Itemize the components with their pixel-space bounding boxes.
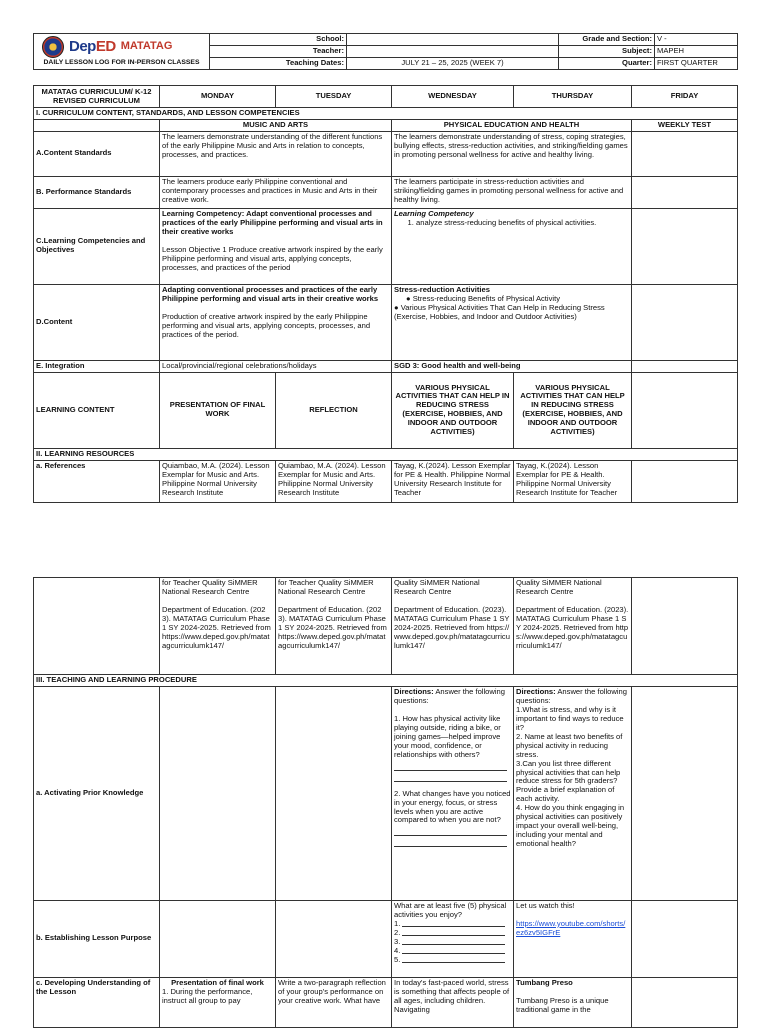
- competency-ma-objective: Lesson Objective 1 Produce creative artwork inspired by the early Philippine performing and visual arts, applying concepts, processes, and practices of the period: [162, 244, 383, 272]
- content-ma: [160, 284, 392, 360]
- reference-deped-wednesday: Department of Education. (2023). MATATAG Curriculum Phase 1 SY 2024-2025. Retrieved from https://www.deped.gov.ph/matatagcurriculumk147/: [394, 604, 510, 650]
- integration-label: E. Integration: [34, 360, 160, 372]
- establishing-wednesday: [392, 900, 514, 977]
- activating-wednesday: [392, 686, 514, 900]
- performance-standards-ma: The learners produce early Philippine conventional and contemporary processes and practices in Music and Arts in their creative work.: [160, 176, 392, 208]
- grade-label: Grade and Section:: [559, 34, 655, 46]
- developing-monday: [160, 977, 276, 1027]
- reference-cont-monday: [160, 578, 276, 675]
- answer-lines-2: [394, 827, 511, 847]
- establishing-thursday: [514, 900, 632, 977]
- lesson-log-table: [33, 85, 738, 503]
- pe-health-heading: PHYSICAL EDUCATION AND HEALTH: [392, 119, 632, 131]
- reference-thursday: Tayag, K.(2024). Lesson Exemplar for PE & Health. Philippine Normal University Research Institute for Teacher: [514, 460, 632, 502]
- section-heading-1: I. CURRICULUM CONTENT, STANDARDS, AND LESSON COMPETENCIES: [34, 108, 738, 120]
- activity-line-2: 2.: [394, 929, 511, 938]
- content-pe-bullet-2: ● Various Physical Activities That Can Help in Reducing Stress (Exercise, Hobbies, and Indoor and Outdoor Activities): [394, 302, 605, 321]
- activity-line-4: 4.: [394, 947, 511, 956]
- reference-tuesday: Quiambao, M.A. (2024). Lesson Exemplar for Music and Arts. Philippine Normal University Research Institute: [276, 460, 392, 502]
- day-thursday: THURSDAY: [514, 86, 632, 108]
- mon-dev-title: Presentation of final work: [171, 977, 264, 987]
- content-ma-title: Adapting conventional processes and practices of the early Philippine performing and visual arts in their creative works: [162, 284, 379, 303]
- reference-cont-wednesday-text: Quality SiMMER National Research Centre: [394, 578, 480, 596]
- header-table: [33, 33, 738, 70]
- directions-text-thu: Answer the following questions:: [516, 686, 628, 705]
- activating-label: a. Activating Prior Knowledge: [34, 686, 160, 900]
- content-standards-ma: The learners demonstrate understanding of the different functions of the early Philippine Music and Arts in relation to concepts, processes, and practices.: [160, 131, 392, 176]
- reference-wednesday: Tayag, K.(2024). Lesson Exemplar for PE & Health. Philippine Normal University Research Institute for Teacher: [392, 460, 514, 502]
- competency-ma-title: Learning Competency: Adapt conventional processes and practices of the early Philippine performing and visual arts in their creative works: [162, 208, 383, 236]
- curriculum-label: MATATAG CURRICULUM/ K-12 REVISED CURRICULUM: [34, 86, 160, 108]
- activity-line-5: 5.: [394, 956, 511, 965]
- references-label: a. References: [34, 460, 160, 502]
- content-pe-title: Stress-reduction Activities: [394, 284, 490, 294]
- developing-wednesday: In today's fast-paced world, stress is something that affects people of all ages, including children. Navigating: [392, 977, 514, 1027]
- grade-value: V -: [655, 34, 738, 46]
- content-standards-pe: The learners demonstrate understanding of stress, coping strategies, bullying effects, stress-reduction activities, and striking/fielding games in promoting personal wellness for active and healthy living.: [392, 131, 632, 176]
- section-heading-2: II. LEARNING RESOURCES: [34, 448, 738, 460]
- reference-cont-thursday: [514, 578, 632, 675]
- content-label: D.Content: [34, 284, 160, 360]
- day-wednesday: WEDNESDAY: [392, 86, 514, 108]
- reference-cont-wednesday: [392, 578, 514, 675]
- logo-cell: [34, 34, 210, 70]
- section-heading-3: III. TEACHING AND LEARNING PROCEDURE: [34, 675, 738, 687]
- lesson-log-table-continued: [33, 577, 738, 1028]
- music-arts-heading: MUSIC AND ARTS: [160, 119, 392, 131]
- directions-text-wed: Answer the following questions:: [394, 686, 506, 705]
- wed-question-2: 2. What changes have you noticed in your energy, focus, or stress levels when you are active compared to when you are not?: [394, 788, 511, 825]
- activity-line-1: 1.: [394, 920, 511, 929]
- thu-question-3: 3.Can you list three different physical activities that can help reduce stress for 5th graders? Provide a brief explanation of each activity.: [516, 758, 621, 804]
- reference-cont-thursday-text: Quality SiMMER National Research Centre: [516, 578, 602, 596]
- thu-dev-body: Tumbang Preso is a unique traditional game in the: [516, 995, 609, 1014]
- content-ma-body: Production of creative artwork inspired by the early Philippine performing and visual arts, applying concepts, processes, and practices of the period.: [162, 311, 371, 339]
- quarter-value: FIRST QUARTER: [655, 57, 738, 69]
- deped-seal-icon: [42, 36, 64, 58]
- content-pe-bullet-1: ● Stress-reducing Benefits of Physical Activity: [406, 293, 560, 303]
- teacher-value: [347, 45, 559, 57]
- developing-thursday: [514, 977, 632, 1027]
- learning-content-thursday: VARIOUS PHYSICAL ACTIVITIES THAT CAN HELP IN REDUCING STRESS (EXERCISE, HOBBIES, AND INDOOR AND OUTDOOR ACTIVITIES): [514, 372, 632, 448]
- learning-content-tuesday: REFLECTION: [276, 372, 392, 448]
- answer-lines-1: [394, 762, 511, 782]
- thu-dev-title: Tumbang Preso: [516, 977, 573, 987]
- competencies-pe: [392, 208, 632, 284]
- content-standards-label: A.Content Standards: [34, 131, 160, 176]
- wed-purpose: What are at least five (5) physical activities you enjoy?: [394, 900, 507, 919]
- activity-list: [394, 920, 511, 965]
- integration-ma: Local/provincial/regional celebrations/holidays: [160, 360, 392, 372]
- establishing-label: b. Establishing Lesson Purpose: [34, 900, 160, 977]
- reference-deped-tuesday: Department of Education. (2023). MATATAG Curriculum Phase 1 SY 2024-2025. Retrieved from https://www.deped.gov.ph/matatagcurriculumk147/: [278, 604, 387, 650]
- dates-value: JULY 21 – 25, 2025 (WEEK 7): [347, 57, 559, 69]
- dates-label: Teaching Dates:: [210, 57, 347, 69]
- directions-label-thu: Directions:: [516, 686, 556, 696]
- thu-question-2: 2. Name at least two benefits of physical activity in reducing stress.: [516, 731, 623, 759]
- competency-pe-item: 1. analyze stress-reducing benefits of physical activities.: [416, 219, 629, 228]
- subject-label: Subject:: [559, 45, 655, 57]
- directions-label-wed: Directions:: [394, 686, 434, 696]
- performance-standards-pe: The learners participate in stress-reduction activities and striking/fielding games in promoting personal wellness for active and healthy living.: [392, 176, 632, 208]
- mon-dev-body: 1. During the performance, instruct all group to pay: [162, 986, 253, 1005]
- youtube-link[interactable]: https://www.youtube.com/shorts/ez6zv5IGFrE: [516, 918, 626, 937]
- thu-question-4: 4. How do you think engaging in physical activities can positively impact your overall well-being, including your mental and emotional health?: [516, 803, 625, 849]
- deped-logo: DepED: [69, 37, 116, 55]
- learning-content-label: LEARNING CONTENT: [34, 372, 160, 448]
- thu-purpose: Let us watch this!: [516, 900, 575, 910]
- performance-standards-label: B. Performance Standards: [34, 176, 160, 208]
- reference-monday: Quiambao, M.A. (2024). Lesson Exemplar for Music and Arts. Philippine Normal University Research Institute: [160, 460, 276, 502]
- activity-line-3: 3.: [394, 938, 511, 947]
- developing-label: c. Developing Understanding of the Lesson: [34, 977, 160, 1027]
- dll-title: DAILY LESSON LOG FOR IN-PERSON CLASSES: [43, 59, 200, 66]
- day-tuesday: TUESDAY: [276, 86, 392, 108]
- competencies-ma: [160, 208, 392, 284]
- content-pe: [392, 284, 632, 360]
- matatag-logo: MATATAG: [120, 40, 173, 53]
- competencies-label: C.Learning Competencies and Objectives: [34, 208, 160, 284]
- school-label: School:: [210, 34, 347, 46]
- subject-value: MAPEH: [655, 45, 738, 57]
- integration-pe: SGD 3: Good health and well-being: [392, 360, 632, 372]
- reference-cont-tuesday-text: for Teacher Quality SiMMER National Research Centre: [278, 578, 374, 596]
- competency-pe-title: Learning Competency: [394, 208, 474, 218]
- thu-question-1: 1.What is stress, and why is it important to find ways to reduce it?: [516, 704, 624, 732]
- learning-content-monday: PRESENTATION OF FINAL WORK: [160, 372, 276, 448]
- wed-question-1: 1. How has physical activity like playing outside, riding a bike, or joining games—helped improve your mood, confidence, or relationships with others?: [394, 713, 501, 759]
- teacher-label: Teacher:: [210, 45, 347, 57]
- school-value: [347, 34, 559, 46]
- day-friday: FRIDAY: [632, 86, 738, 108]
- reference-cont-tuesday: [276, 578, 392, 675]
- reference-deped-thursday: Department of Education. (2023). MATATAG Curriculum Phase 1 SY 2024-2025. Retrieved from https://www.deped.gov.ph/matatagcurriculumk147/: [516, 604, 629, 650]
- learning-content-wednesday: VARIOUS PHYSICAL ACTIVITIES THAT CAN HELP IN REDUCING STRESS (EXERCISE, HOBBIES, AND INDOOR AND OUTDOOR ACTIVITIES): [392, 372, 514, 448]
- quarter-label: Quarter:: [559, 57, 655, 69]
- reference-cont-monday-text: for Teacher Quality SiMMER National Research Centre: [162, 578, 258, 596]
- day-monday: MONDAY: [160, 86, 276, 108]
- developing-tuesday: Write a two-paragraph reflection of your group's performance on your creative work. What have: [276, 977, 392, 1027]
- activating-thursday: [514, 686, 632, 900]
- reference-deped-monday: Department of Education. (2023). MATATAG Curriculum Phase 1 SY 2024-2025. Retrieved from https://www.deped.gov.ph/matatagcurriculumk147/: [162, 604, 271, 650]
- weekly-test-heading: WEEKLY TEST: [632, 119, 738, 131]
